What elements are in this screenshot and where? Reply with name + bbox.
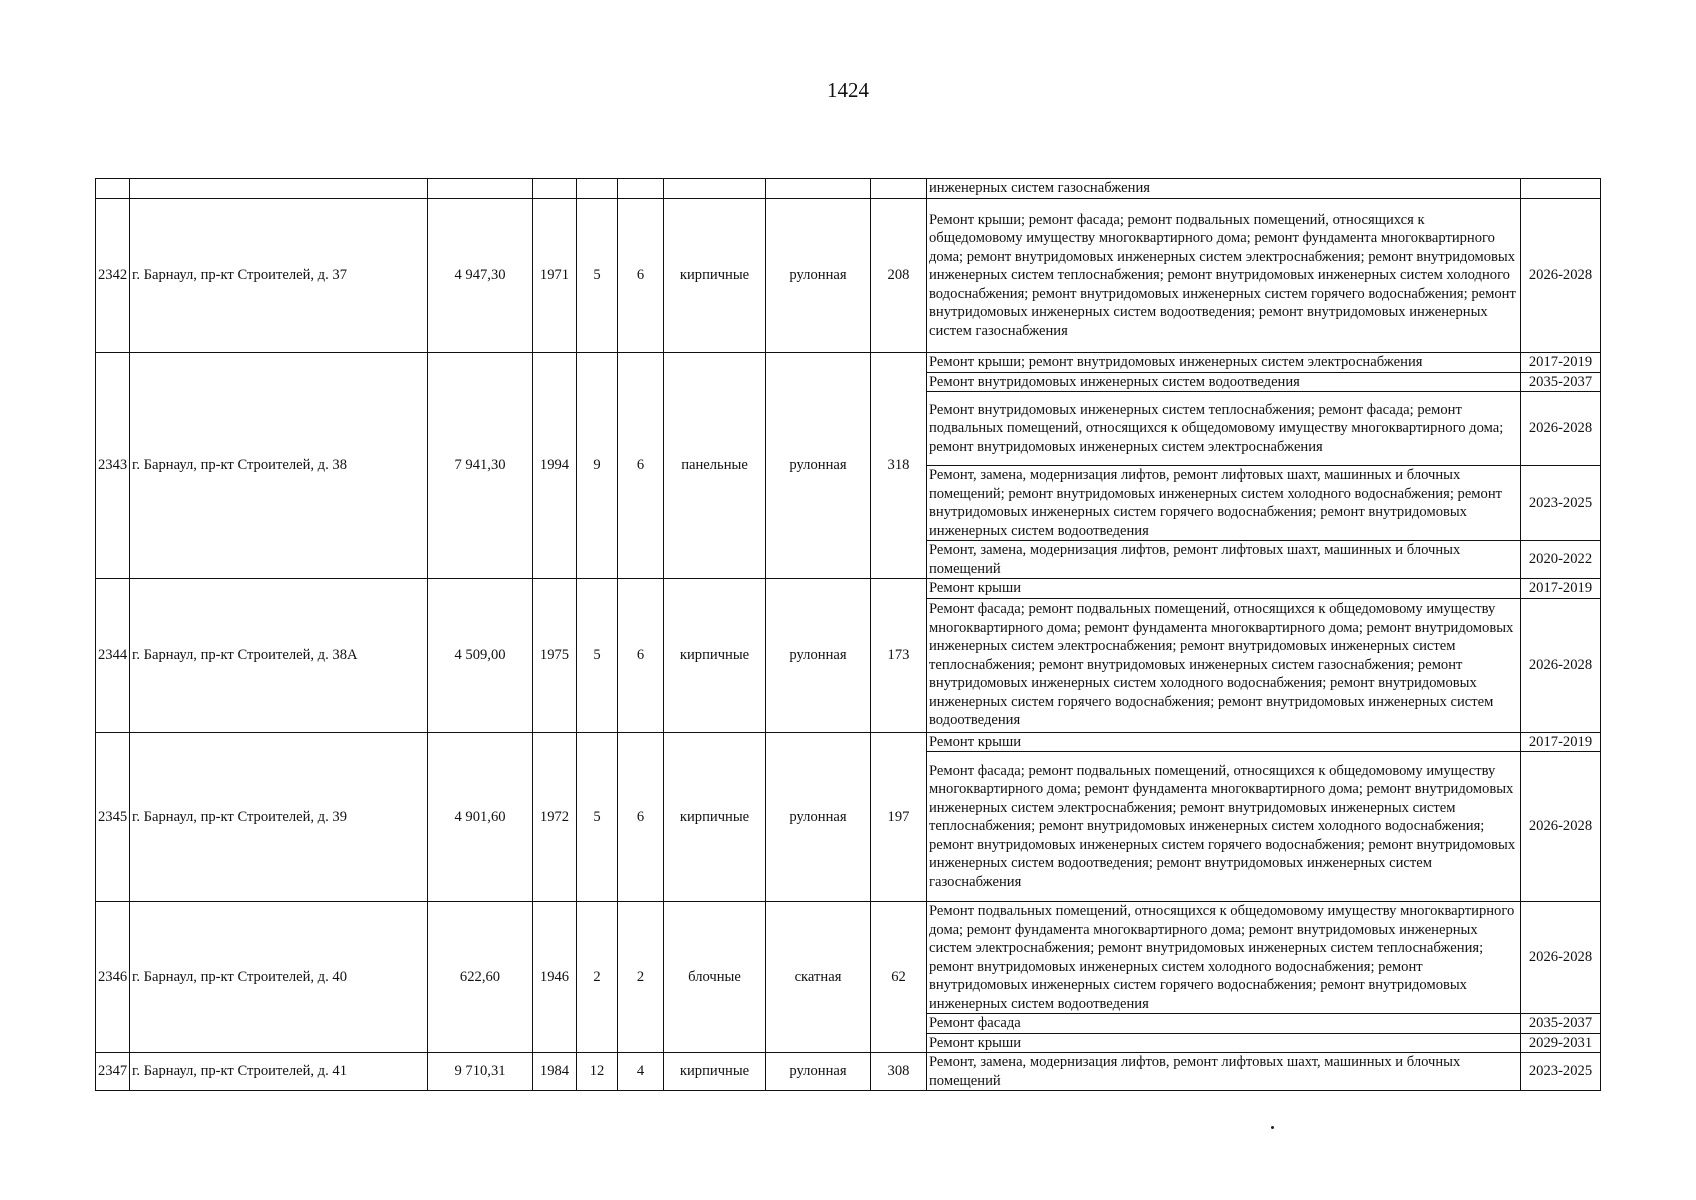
table-row xyxy=(96,1053,1601,1091)
entrance-count: 6 xyxy=(618,353,664,579)
resident-count: 308 xyxy=(871,1053,927,1091)
repair-period: 2026-2028 xyxy=(1521,598,1601,732)
repair-period: 2023-2025 xyxy=(1521,1053,1601,1091)
work-description: Ремонт внутридомовых инженерных систем водоотведения xyxy=(927,372,1521,392)
entrance-count: 6 xyxy=(618,199,664,353)
cell-empty xyxy=(130,179,428,199)
building-number: 2342 xyxy=(96,199,130,353)
entrance-count: 6 xyxy=(618,579,664,733)
work-description: Ремонт крыши; ремонт фасада; ремонт подвальных помещений, относящихся к общедомовому имуществу многоквартирного дома; ремонт фундамента многоквартирного дома; ремонт внутридомовых инженерных систем электроснабжения; ремонт внутридомовых инженерных систем теплоснабжения; ремонт внутридомовых инженерных систем холодного водоснабжения; ремонт внутридомовых инженерных систем горячего водоснабжения; ремонт внутридомовых инженерных систем водоотведения; ремонт внутридомовых инженерных систем газоснабжения xyxy=(927,199,1521,353)
work-description: Ремонт подвальных помещений, относящихся к общедомовому имуществу многоквартирного дома; ремонт фундамента многоквартирного дома; ремонт внутридомовых инженерных систем электроснабжения; ремонт внутридомовых инженерных систем теплоснабжения; ремонт внутридомовых инженерных систем холодного водоснабжения; ремонт внутридомовых инженерных систем горячего водоснабжения; ремонт внутридомовых инженерных систем водоотведения xyxy=(927,902,1521,1014)
cell-empty xyxy=(1521,179,1601,199)
repair-period: 2035-2037 xyxy=(1521,1014,1601,1034)
repair-period: 2023-2025 xyxy=(1521,466,1601,541)
repair-period: 2029-2031 xyxy=(1521,1033,1601,1053)
continuation-row xyxy=(96,179,1601,199)
floor-count: 5 xyxy=(577,732,618,902)
repair-period: 2026-2028 xyxy=(1521,392,1601,466)
resident-count: 173 xyxy=(871,579,927,733)
floor-count: 12 xyxy=(577,1053,618,1091)
work-description: Ремонт крыши; ремонт внутридомовых инженерных систем электроснабжения xyxy=(927,353,1521,373)
work-description: инженерных систем газоснабжения xyxy=(927,179,1521,199)
building-number: 2347 xyxy=(96,1053,130,1091)
repair-period: 2035-2037 xyxy=(1521,372,1601,392)
table-row xyxy=(96,353,1601,373)
work-description: Ремонт, замена, модернизация лифтов, ремонт лифтовых шахт, машинных и блочных помещений xyxy=(927,541,1521,579)
repair-period: 2017-2019 xyxy=(1521,353,1601,373)
cell-empty xyxy=(428,179,533,199)
table-row xyxy=(96,732,1601,752)
repair-period: 2020-2022 xyxy=(1521,541,1601,579)
building-number: 2346 xyxy=(96,902,130,1053)
table-row xyxy=(96,902,1601,1014)
construction-year: 1994 xyxy=(533,353,577,579)
total-area: 9 710,31 xyxy=(428,1053,533,1091)
building-number: 2343 xyxy=(96,353,130,579)
building-number: 2344 xyxy=(96,579,130,733)
repair-period: 2017-2019 xyxy=(1521,732,1601,752)
wall-material: блочные xyxy=(664,902,766,1053)
table-body xyxy=(96,179,1601,1091)
work-description: Ремонт, замена, модернизация лифтов, ремонт лифтовых шахт, машинных и блочных помещений xyxy=(927,1053,1521,1091)
resident-count: 318 xyxy=(871,353,927,579)
entrance-count: 6 xyxy=(618,732,664,902)
scan-speck xyxy=(1271,1126,1274,1129)
repair-period: 2017-2019 xyxy=(1521,579,1601,599)
cell-empty xyxy=(577,179,618,199)
total-area: 622,60 xyxy=(428,902,533,1053)
total-area: 4 947,30 xyxy=(428,199,533,353)
roof-type: скатная xyxy=(766,902,871,1053)
work-description: Ремонт, замена, модернизация лифтов, ремонт лифтовых шахт, машинных и блочных помещений; ремонт внутридомовых инженерных систем холодного водоснабжения; ремонт внутридомовых инженерных систем горячего водоснабжения; ремонт внутридомовых инженерных систем водоотведения xyxy=(927,466,1521,541)
construction-year: 1971 xyxy=(533,199,577,353)
total-area: 4 901,60 xyxy=(428,732,533,902)
roof-type: рулонная xyxy=(766,579,871,733)
cell-empty xyxy=(96,179,130,199)
work-description: Ремонт крыши xyxy=(927,1033,1521,1053)
total-area: 4 509,00 xyxy=(428,579,533,733)
work-description: Ремонт фасада; ремонт подвальных помещений, относящихся к общедомовому имуществу многоквартирного дома; ремонт фундамента многоквартирного дома; ремонт внутридомовых инженерных систем электроснабжения; ремонт внутридомовых инженерных систем теплоснабжения; ремонт внутридомовых инженерных систем холодного водоснабжения; ремонт внутридомовых инженерных систем горячего водоснабжения; ремонт внутридомовых инженерных систем водоотведения; ремонт внутридомовых инженерных систем газоснабжения xyxy=(927,752,1521,902)
wall-material: панельные xyxy=(664,353,766,579)
building-address: г. Барнаул, пр-кт Строителей, д. 39 xyxy=(130,732,428,902)
construction-year: 1972 xyxy=(533,732,577,902)
floor-count: 5 xyxy=(577,579,618,733)
cell-empty xyxy=(533,179,577,199)
entrance-count: 4 xyxy=(618,1053,664,1091)
roof-type: рулонная xyxy=(766,199,871,353)
building-address: г. Барнаул, пр-кт Строителей, д. 40 xyxy=(130,902,428,1053)
floor-count: 9 xyxy=(577,353,618,579)
cell-empty xyxy=(618,179,664,199)
repair-period: 2026-2028 xyxy=(1521,199,1601,353)
repair-period: 2026-2028 xyxy=(1521,752,1601,902)
resident-count: 62 xyxy=(871,902,927,1053)
table-row xyxy=(96,579,1601,599)
roof-type: рулонная xyxy=(766,353,871,579)
work-description: Ремонт внутридомовых инженерных систем теплоснабжения; ремонт фасада; ремонт подвальных помещений, относящихся к общедомовому имуществу многоквартирного дома; ремонт внутридомовых инженерных систем электроснабжения xyxy=(927,392,1521,466)
floor-count: 5 xyxy=(577,199,618,353)
work-description: Ремонт крыши xyxy=(927,579,1521,599)
building-address: г. Барнаул, пр-кт Строителей, д. 37 xyxy=(130,199,428,353)
cell-empty xyxy=(766,179,871,199)
entrance-count: 2 xyxy=(618,902,664,1053)
construction-year: 1946 xyxy=(533,902,577,1053)
work-description: Ремонт крыши xyxy=(927,732,1521,752)
resident-count: 197 xyxy=(871,732,927,902)
page-number: 1424 xyxy=(827,78,869,102)
wall-material: кирпичные xyxy=(664,732,766,902)
building-address: г. Барнаул, пр-кт Строителей, д. 41 xyxy=(130,1053,428,1091)
work-description: Ремонт фасада; ремонт подвальных помещений, относящихся к общедомовому имуществу многоквартирного дома; ремонт фундамента многоквартирного дома; ремонт внутридомовых инженерных систем электроснабжения; ремонт внутридомовых инженерных систем теплоснабжения; ремонт внутридомовых инженерных систем газоснабжения; ремонт внутридомовых инженерных систем холодного водоснабжения; ремонт внутридомовых инженерных систем горячего водоснабжения; ремонт внутридомовых инженерных систем водоотведения xyxy=(927,598,1521,732)
building-address: г. Барнаул, пр-кт Строителей, д. 38А xyxy=(130,579,428,733)
floor-count: 2 xyxy=(577,902,618,1053)
total-area: 7 941,30 xyxy=(428,353,533,579)
wall-material: кирпичные xyxy=(664,199,766,353)
cell-empty xyxy=(871,179,927,199)
wall-material: кирпичные xyxy=(664,1053,766,1091)
repair-period: 2026-2028 xyxy=(1521,902,1601,1014)
cell-empty xyxy=(664,179,766,199)
roof-type: рулонная xyxy=(766,732,871,902)
capital-repair-table xyxy=(95,178,1601,1091)
roof-type: рулонная xyxy=(766,1053,871,1091)
construction-year: 1984 xyxy=(533,1053,577,1091)
resident-count: 208 xyxy=(871,199,927,353)
construction-year: 1975 xyxy=(533,579,577,733)
building-address: г. Барнаул, пр-кт Строителей, д. 38 xyxy=(130,353,428,579)
wall-material: кирпичные xyxy=(664,579,766,733)
table-row xyxy=(96,199,1601,353)
building-number: 2345 xyxy=(96,732,130,902)
work-description: Ремонт фасада xyxy=(927,1014,1521,1034)
